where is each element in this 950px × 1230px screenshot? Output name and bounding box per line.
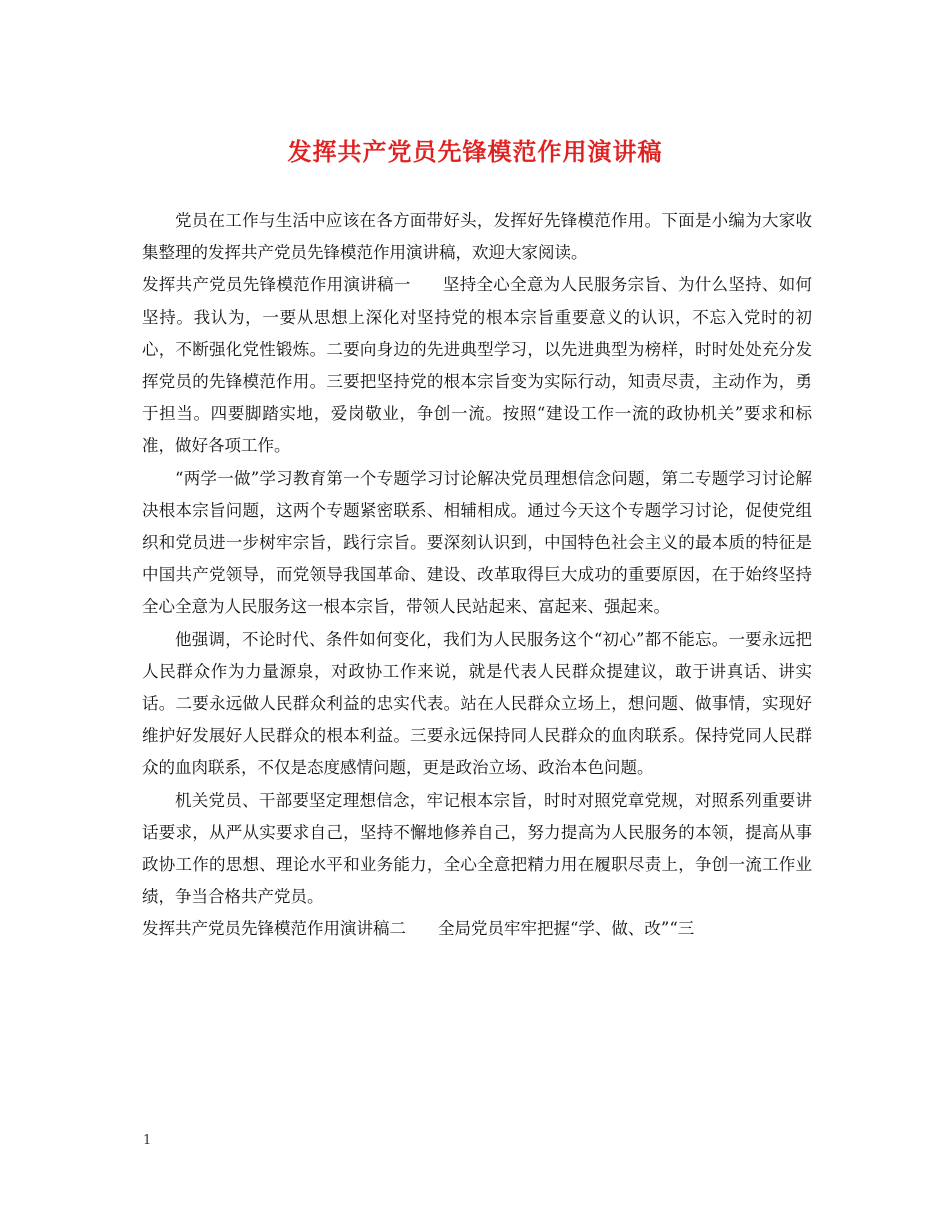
section-heading: 发挥共产党员先锋模范作用演讲稿二	[142, 919, 406, 939]
paragraph-section-one	[142, 269, 812, 462]
paragraph-emphasis: 他强调，不论时代、条件如何变化，我们为人民服务这个“初心”都不能忘。一要永远把人民群众作为力量源泉，对政协工作来说，就是代表人民群众提建议，敢于讲真话、讲实话。二要永远做人民群众利益的忠实代表。站在人民群众立场上，想问题、做事情，实现好维护好发展好人民群众的根本利益。三要永远保持同人民群众的血肉联系。保持党同人民群众的血肉联系，不仅是态度感情问题，更是政治立场、政治本色问题。	[142, 629, 812, 778]
paragraph-section-two	[142, 913, 812, 945]
paragraph-two-studies: “两学一做”学习教育第一个专题学习讨论解决党员理想信念问题，第二专题学习讨论解决根本宗旨问题，这两个专题紧密联系、相辅相成。通过今天这个专题学习讨论，促使党组织和党员进一步树牢宗旨，践行宗旨。要深刻认识到，中国特色社会主义的最本质的特征是中国共产党领导，而党领导我国革命、建设、改革取得巨大成功的重要原因，在于始终坚持全心全意为人民服务这一根本宗旨，带领人民站起来、富起来、强起来。	[142, 468, 812, 617]
document-title: 发挥共产党员先锋模范作用演讲稿	[287, 137, 663, 166]
section-text: 坚持全心全意为人民服务宗旨、为什么坚持、如何坚持。我认为，一要从思想上深化对坚持党的根本宗旨重要意义的认识，不忘入党时的初心，不断强化党性锻炼。二要向身边的先进典型学习，以先进典型为榜样，时时处处充分发挥党员的先锋模范作用。三要把坚持党的根本宗旨变为实际行动，知责尽责，主动作为，勇于担当。四要脚踏实地，爱岗敬业，争创一流。按照“建设工作一流的政协机关”要求和标准，做好各项工作。	[142, 275, 813, 456]
section-text: 全局党员牢牢把握“学、做、改”“三	[438, 919, 695, 939]
page-number: 1	[143, 1133, 152, 1148]
document-body	[142, 205, 812, 946]
paragraph-intro: 党员在工作与生活中应该在各方面带好头，发挥好先锋模范作用。下面是小编为大家收集整理的发挥共产党员先锋模范作用演讲稿，欢迎大家阅读。	[142, 211, 812, 263]
paragraph-cadres: 机关党员、干部要坚定理想信念，牢记根本宗旨，时时对照党章党规，对照系列重要讲话要求，从严从实要求自己，坚持不懈地修养自己，努力提高为人民服务的本领，提高从事政协工作的思想、理论水平和业务能力，全心全意把精力用在履职尽责上，争创一流工作业绩，争当合格共产党员。	[142, 790, 812, 907]
section-heading: 发挥共产党员先锋模范作用演讲稿一	[142, 275, 411, 295]
